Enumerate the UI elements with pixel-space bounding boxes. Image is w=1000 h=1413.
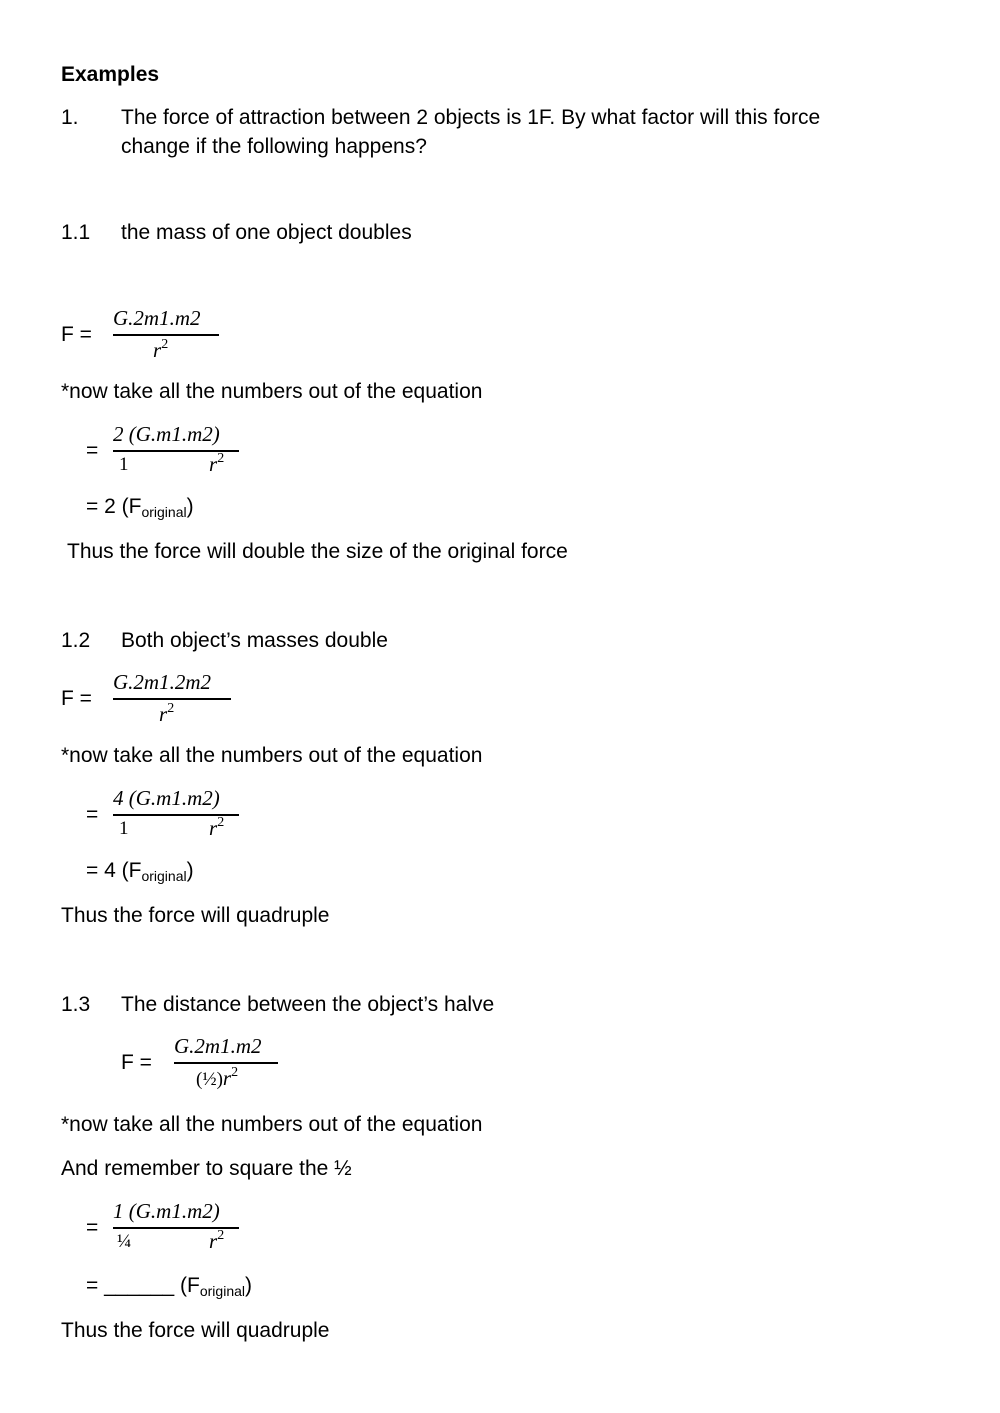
split-fraction-1-1	[113, 422, 239, 478]
fraction-denominator: $(\frac{1}{2})r^2$	[196, 1065, 239, 1090]
force-fraction-1-2	[113, 670, 231, 726]
fraction-bar	[113, 698, 231, 700]
fraction-numerator: G.2m1.m2	[113, 306, 201, 330]
square-note: And remember to square the ½	[61, 1157, 352, 1180]
fraction-bar	[174, 1062, 278, 1064]
f-equals-label: F =	[121, 1051, 152, 1074]
instruction-text: *now take all the numbers out of the equation	[61, 380, 483, 403]
force-fraction-1-3	[174, 1034, 278, 1092]
fraction-denominator-left: 1	[119, 818, 129, 839]
result-line-1-1	[86, 494, 194, 519]
fraction-denominator-left: ¼	[117, 1231, 132, 1252]
fraction-numerator: 1 (G.m1.m2)	[113, 1199, 220, 1223]
subquestion-title-1-2: Both object’s masses double	[121, 629, 388, 652]
f-equals-label: F =	[61, 687, 92, 710]
subquestion-title-1-1: the mass of one object doubles	[121, 221, 412, 244]
subquestion-number-1-1: 1.1	[61, 221, 91, 244]
fraction-denominator-right: $r^2$	[209, 815, 225, 840]
f-equals-label: F =	[61, 323, 92, 346]
section-heading: Examples	[61, 63, 160, 86]
f-original: $(F_{original})$	[121, 495, 194, 520]
equals-sign: =	[86, 439, 99, 462]
split-fraction-1-2	[113, 786, 239, 842]
subquestion-number-1-2: 1.2	[61, 629, 91, 652]
f-original: $(F_{original})$	[121, 859, 194, 884]
instruction-text: *now take all the numbers out of the equation	[61, 1113, 483, 1136]
fraction-denominator-right: $r^2$	[209, 451, 225, 476]
fraction-numerator: G.2m1.m2	[174, 1034, 262, 1058]
subquestion-title-1-3: The distance between the object’s halve	[121, 993, 495, 1016]
result-prefix: = 4	[86, 859, 116, 882]
result-line-1-3	[86, 1273, 252, 1298]
split-fraction-1-3	[113, 1199, 239, 1255]
fraction-denominator-left: 1	[119, 454, 129, 475]
result-line-1-2	[86, 858, 194, 883]
equals-sign: =	[86, 1216, 99, 1239]
question-number: 1.	[61, 106, 79, 129]
fraction-bar	[113, 334, 219, 336]
question-text-line2: change if the following happens?	[121, 135, 427, 158]
fraction-numerator: 4 (G.m1.m2)	[113, 786, 220, 810]
instruction-text: *now take all the numbers out of the equation	[61, 744, 483, 767]
fraction-numerator: 2 (G.m1.m2)	[113, 422, 220, 446]
equals-sign: =	[86, 803, 99, 826]
question-text-line1: The force of attraction between 2 objects is 1F. By what factor will this force	[121, 106, 821, 129]
result-prefix: = 2	[86, 495, 116, 518]
force-fraction-1-1	[113, 306, 219, 362]
f-original: $(F_{original})$	[180, 1274, 252, 1299]
conclusion-1-1: Thus the force will double the size of the original force	[67, 540, 568, 563]
conclusion-1-3: Thus the force will quadruple	[61, 1319, 330, 1342]
subquestion-number-1-3: 1.3	[61, 993, 91, 1016]
result-prefix: = ______	[86, 1274, 175, 1297]
fraction-denominator: $r^2$	[153, 337, 169, 362]
fraction-numerator: G.2m1.2m2	[113, 670, 211, 694]
fraction-denominator: $r^2$	[159, 701, 175, 726]
fraction-denominator-right: $r^2$	[209, 1228, 225, 1253]
conclusion-1-2: Thus the force will quadruple	[61, 904, 330, 927]
